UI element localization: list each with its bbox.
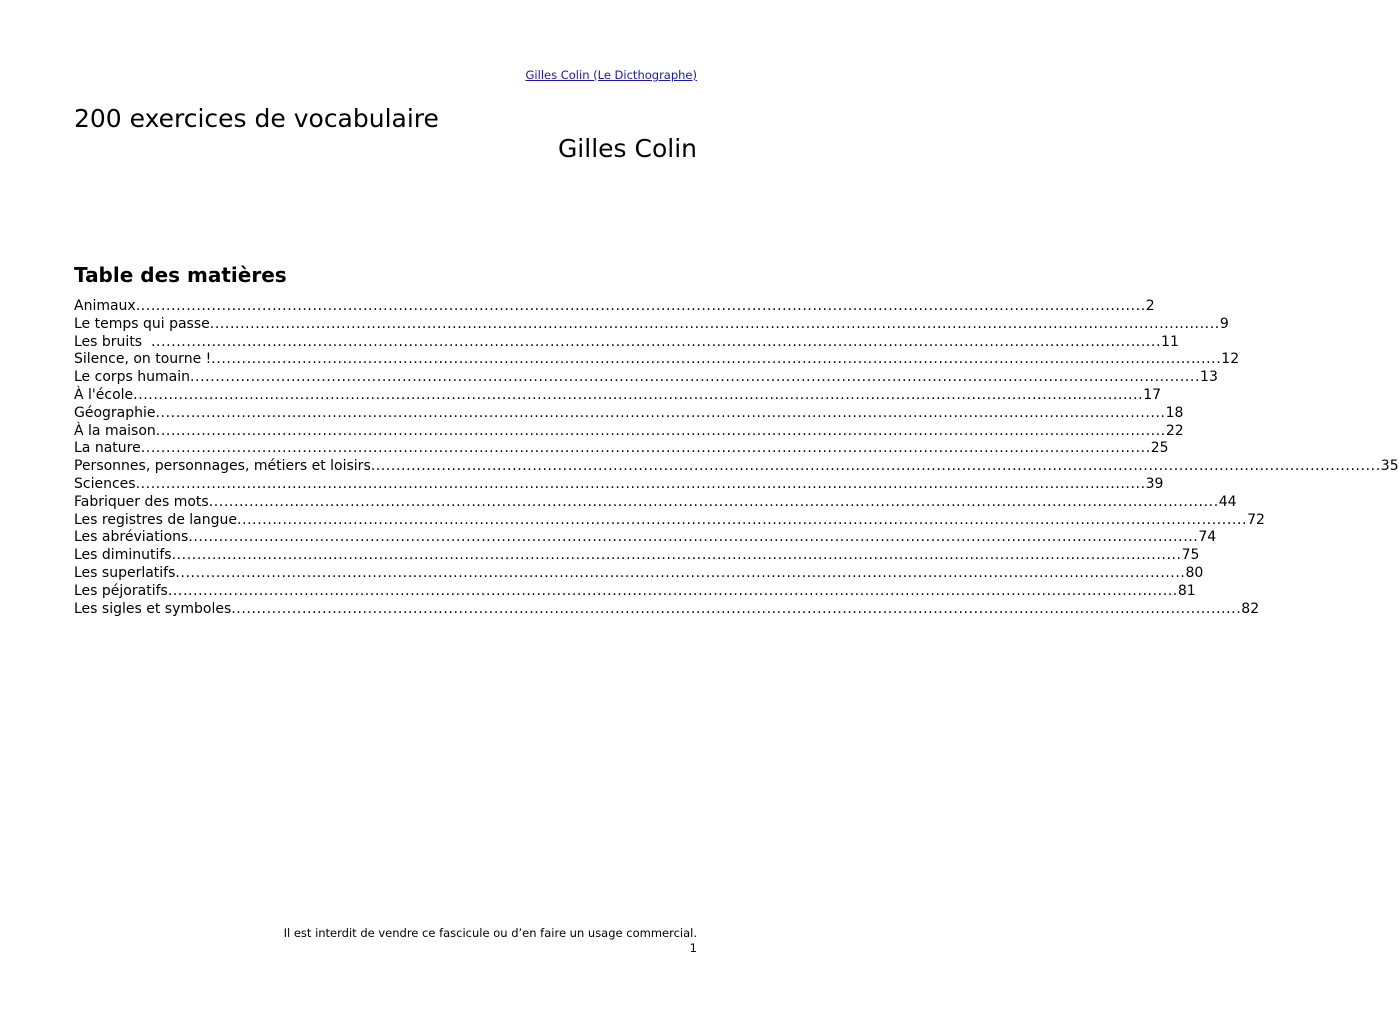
toc-entry-page: 9: [1219, 315, 1229, 332]
toc-leader: ........................................................................................................................................................................................................: [155, 422, 1166, 439]
toc-heading: Table des matières: [74, 263, 287, 287]
toc-entry-label: Animaux: [74, 298, 136, 314]
toc-entry[interactable]: [74, 458, 1399, 476]
toc-entry-page: 2: [1145, 298, 1155, 314]
toc-entry[interactable]: [74, 422, 1184, 441]
toc-entry-page: 17: [1143, 386, 1162, 403]
table-of-contents: [74, 298, 1399, 618]
toc-leader: ........................................................................................................................................................................................................: [155, 404, 1166, 421]
toc-entry-page: 12: [1221, 351, 1240, 368]
toc-leader: ........................................................................................................................................................................................................: [370, 458, 1381, 475]
toc-leader: ........................................................................................................................................................................................................: [237, 511, 1248, 528]
toc-entry-label: Le temps qui passe: [74, 315, 210, 332]
toc-entry-page: 75: [1181, 547, 1200, 564]
toc-entry-page: 11: [1161, 333, 1179, 350]
toc-entry[interactable]: [74, 475, 1164, 494]
toc-entry-label: Les bruits: [74, 333, 151, 350]
toc-entry-page: 80: [1185, 564, 1204, 581]
toc-entry[interactable]: [74, 564, 1204, 583]
toc-entry[interactable]: [74, 440, 1169, 458]
toc-entry-label: Les diminutifs: [74, 547, 172, 564]
toc-leader: ........................................................................................................................................................................................................: [167, 582, 1178, 599]
toc-leader: ........................................................................................................................................................................................................: [135, 475, 1146, 492]
footer-note: Il est interdit de vendre ce fascicule ou d’en faire un usage commercial.: [283, 926, 697, 940]
toc-entry-page: 13: [1200, 369, 1218, 386]
toc-entry-label: Les péjoratifs: [74, 582, 168, 599]
toc-leader: ........................................................................................................................................................................................................: [133, 386, 1144, 403]
toc-leader: ........................................................................................................................................................................................................: [231, 600, 1242, 617]
toc-entry[interactable]: [74, 547, 1200, 565]
toc-entry-page: 18: [1165, 404, 1184, 421]
toc-entry[interactable]: [74, 404, 1184, 423]
toc-entry-label: Sciences: [74, 475, 136, 492]
toc-entry[interactable]: [74, 298, 1155, 316]
toc-entry[interactable]: [74, 351, 1240, 369]
toc-entry[interactable]: [74, 582, 1196, 601]
toc-entry-page: 39: [1145, 475, 1164, 492]
toc-leader: ........................................................................................................................................................................................................: [175, 564, 1186, 581]
toc-entry-label: Les superlatifs: [74, 564, 176, 581]
toc-entry[interactable]: [74, 315, 1229, 334]
toc-entry-label: Les sigles et symboles: [74, 600, 232, 617]
toc-entry-page: 72: [1247, 511, 1265, 528]
toc-leader: ........................................................................................................................................................................................................: [140, 440, 1151, 457]
toc-entry[interactable]: [74, 333, 1179, 352]
toc-leader: ........................................................................................................................................................................................................: [209, 315, 1220, 332]
toc-entry[interactable]: [74, 493, 1237, 512]
toc-entry[interactable]: [74, 529, 1217, 547]
toc-entry[interactable]: [74, 386, 1162, 405]
toc-entry-page: 81: [1177, 582, 1196, 599]
toc-entry[interactable]: [74, 369, 1218, 387]
toc-entry-label: À l'école: [74, 386, 134, 403]
toc-leader: ........................................................................................................................................................................................................: [135, 298, 1146, 314]
toc-entry-label: À la maison: [74, 422, 156, 439]
toc-entry-page: 44: [1218, 493, 1237, 510]
toc-entry-page: 82: [1241, 600, 1260, 617]
toc-leader: ........................................................................................................................................................................................................: [211, 351, 1222, 368]
page-number: 1: [689, 941, 697, 955]
toc-entry-label: Personnes, personnages, métiers et loisirs: [74, 458, 371, 475]
toc-entry-label: Géographie: [74, 404, 156, 421]
toc-leader: ........................................................................................................................................................................................................: [208, 493, 1219, 510]
toc-entry-label: Silence, on tourne !: [74, 351, 212, 368]
toc-entry-label: La nature: [74, 440, 141, 457]
toc-entry-page: 35: [1380, 458, 1399, 475]
toc-entry[interactable]: [74, 600, 1260, 619]
toc-entry-label: Le corps humain: [74, 369, 190, 386]
toc-entry-page: 74: [1198, 529, 1217, 546]
toc-leader: ........................................................................................................................................................................................................: [188, 529, 1199, 546]
toc-entry-label: Les abréviations: [74, 529, 189, 546]
document-author: Gilles Colin: [557, 134, 697, 163]
toc-entry-page: 22: [1165, 422, 1184, 439]
toc-leader: ........................................................................................................................................................................................................: [151, 333, 1162, 350]
toc-leader: ........................................................................................................................................................................................................: [190, 369, 1201, 386]
author-link[interactable]: Gilles Colin (Le Dicthographe): [525, 68, 697, 82]
toc-entry-page: 25: [1150, 440, 1169, 457]
toc-entry[interactable]: [74, 511, 1265, 530]
toc-leader: ........................................................................................................................................................................................................: [171, 547, 1182, 564]
document-title: 200 exercices de vocabulaire: [74, 104, 439, 133]
toc-entry-label: Fabriquer des mots: [74, 493, 209, 510]
toc-entry-label: Les registres de langue: [74, 511, 238, 528]
